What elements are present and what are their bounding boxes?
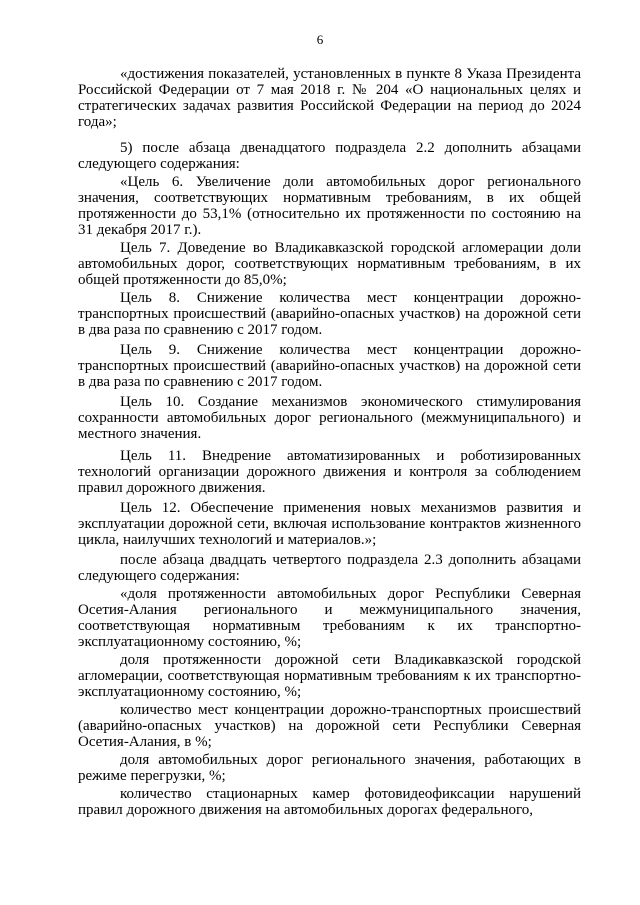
paragraph: «Цель 6. Увеличение доли автомобильных дорог регионального значения, соответствующих нормативным требованиям, в их общей протяженности до 53,1% (относительно их протяженности по состоянию на 31 декабря 2017 г.).	[78, 174, 581, 238]
paragraph: количество стационарных камер фотовидеофиксации нарушений правил дорожного движения на автомобильных дорогах федерального,	[78, 786, 581, 818]
page-number: 6	[316, 32, 324, 47]
paragraph: Цель 10. Создание механизмов экономического стимулирования сохранности автомобильных дорог регионального (межмуниципального) и местного значения.	[78, 394, 581, 442]
paragraph: 5) после абзаца двенадцатого подраздела 2.2 дополнить абзацами следующего содержания:	[78, 140, 581, 172]
paragraph: Цель 7. Доведение во Владикавказской городской агломерации доли автомобильных дорог, соответствующих нормативным требованиям, в их общей протяженности до 85,0%;	[78, 240, 581, 288]
paragraph: количество мест концентрации дорожно-транспортных происшествий (аварийно-опасных участков) на дорожной сети Республики Северная Осетия-Алания, в %;	[78, 702, 581, 750]
paragraph: Цель 8. Снижение количества мест концентрации дорожно-транспортных происшествий (аварийно-опасных участков) на дорожной сети в два раза по сравнению с 2017 годом.	[78, 290, 581, 338]
paragraph: «доля протяженности автомобильных дорог Республики Северная Осетия-Алания регионального и межмуниципального значения, соответствующая нормативным требованиям к их транспортно-эксплуатационному состоянию, %;	[78, 586, 581, 650]
document-body	[78, 66, 581, 820]
paragraph: после абзаца двадцать четвертого подраздела 2.3 дополнить абзацами следующего содержания:	[78, 552, 581, 584]
paragraph: Цель 9. Снижение количества мест концентрации дорожно-транспортных происшествий (аварийно-опасных участков) на дорожной сети в два раза по сравнению с 2017 годом.	[78, 342, 581, 390]
paragraph: «достижения показателей, установленных в пункте 8 Указа Президента Российской Федерации от 7 мая 2018 г. № 204 «О национальных целях и стратегических задачах развития Российской Федерации на период до 2024 года»;	[78, 66, 581, 130]
paragraph: Цель 11. Внедрение автоматизированных и роботизированных технологий организации дорожного движения и контроля за соблюдением правил дорожного движения.	[78, 448, 581, 496]
paragraph: доля протяженности дорожной сети Владикавказской городской агломерации, соответствующая нормативным требованиям к их транспортно-эксплуатационному состоянию, %;	[78, 652, 581, 700]
paragraph: доля автомобильных дорог регионального значения, работающих в режиме перегрузки, %;	[78, 752, 581, 784]
paragraph: Цель 12. Обеспечение применения новых механизмов развития и эксплуатации дорожной сети, включая использование контрактов жизненного цикла, наилучших технологий и материалов.»;	[78, 500, 581, 548]
